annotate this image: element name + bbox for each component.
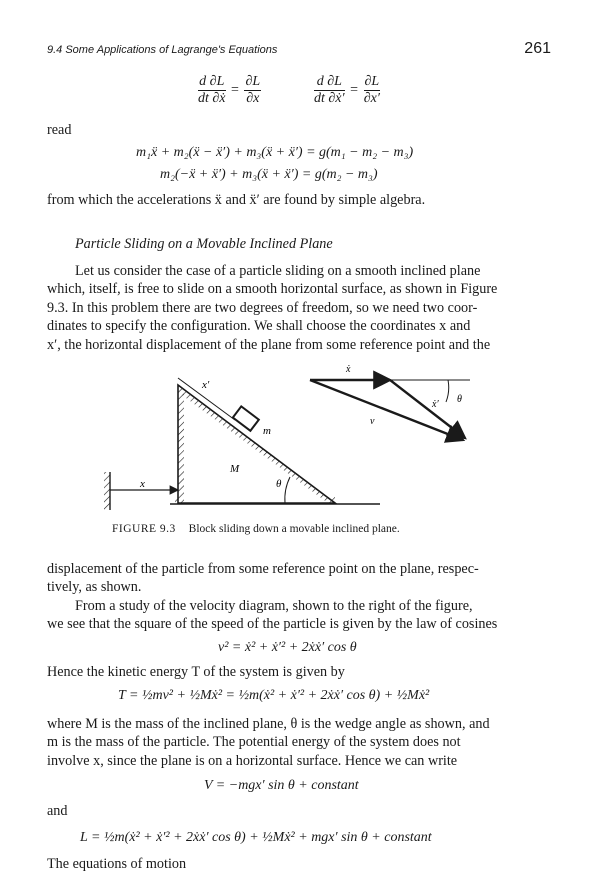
sliding-block (233, 406, 259, 430)
xdot-label: ẋ (346, 364, 351, 375)
x-label: x (140, 478, 145, 490)
lagrange-equation-x: $\frac{d \partial L}{\text{dt ∂ẋ}}$ = $\frac{\partial L}{\partial x}$ (198, 74, 261, 106)
read-word: read (47, 122, 72, 138)
wall-hatch (104, 472, 110, 510)
figure-caption (112, 523, 400, 535)
equation-system-line-1: m₁ẍ + m₂(ẍ − ẍ′) + m₃(ẍ + ẍ′) = g(m₁ − m₂ − m₃) (136, 145, 414, 160)
frac-num: ∂L (364, 74, 380, 89)
paragraph-line: which, itself, is free to slide on a smooth horizontal surface, as shown in Figure (47, 281, 498, 298)
frac-den: dt ∂ẋ (198, 91, 226, 106)
paragraph-line: Let us consider the case of a particle sliding on a smooth inclined plane (75, 263, 481, 279)
paragraph-line: dinates to specify the configuration. We shall choose the coordinates x and (47, 318, 471, 335)
speed-squared-equation: v² = ẋ² + ẋ′² + 2ẋẋ′ cos θ (218, 640, 357, 655)
paragraph-line: we see that the square of the speed of the particle is given by the law of cosines (47, 616, 498, 633)
M-label: M (230, 463, 240, 475)
and-word: and (47, 803, 68, 819)
paragraph-line: tively, as shown. (47, 579, 142, 596)
page-number: 261 (524, 40, 551, 57)
kinetic-energy-equation: T = ½mv² + ½Mẋ² = ½m(ẋ² + ẋ′² + 2ẋẋ′ cos θ) + ½Mẋ² (118, 688, 430, 703)
final-line: The equations of motion (47, 856, 187, 872)
v-vector (310, 380, 463, 440)
figure-caption-text: Block sliding down a movable inclined plane. (188, 523, 400, 535)
figure-caption-label: FIGURE 9.3 (112, 523, 176, 535)
lagrangian-equation: L = ½m(ẋ² + ẋ′² + 2ẋẋ′ cos θ) + ½Mẋ² + mgx′ sin θ + constant (80, 830, 432, 845)
frac-num: d ∂L (314, 74, 345, 91)
paragraph-line: involve x, since the plane is on a horizontal surface. Hence we can write (47, 752, 458, 769)
paragraph-line: x′, the horizontal displacement of the plane from some reference point and the (47, 336, 491, 353)
paragraph-4 (47, 715, 552, 770)
lagrange-equation-xprime: $\frac{d \partial L}{\text{dt ∂ẋ′}}$ = $\frac{\partial L}{\partial x'}$ (314, 74, 380, 106)
paragraph-line: where M is the mass of the inclined plane, θ is the wedge angle as shown, and (47, 716, 490, 732)
frac-num: ∂L (245, 74, 261, 89)
x-prime-label: x′ (202, 379, 210, 391)
paragraph-line: 9.3. In this problem there are two degrees of freedom, so we need two coor- (47, 299, 478, 316)
frac-den: dt ∂ẋ′ (314, 91, 345, 106)
paragraph-2 (47, 560, 552, 597)
section-heading: Particle Sliding on a Movable Inclined Plane (75, 236, 333, 252)
paragraph-3 (47, 597, 552, 634)
paragraph-1 (47, 262, 552, 354)
wedge-left-hatch (178, 392, 184, 503)
theta2-label: θ (457, 394, 462, 405)
m-label: m (263, 425, 271, 437)
theta-label: θ (276, 478, 282, 490)
paragraph-line: displacement of the particle from some reference point on the plane, respec- (47, 561, 479, 577)
equation-system-line-2: m₂(−ẍ + ẍ′) + m₃(ẍ + ẍ′) = g(m₂ − m₃) (160, 167, 378, 182)
theta2-arc (446, 380, 449, 402)
hence-kinetic-text: Hence the kinetic energy T of the system is given by (47, 664, 345, 680)
section-header: 9.4 Some Applications of Lagrange's Equations (47, 44, 278, 56)
after-system-text: from which the accelerations ẍ and ẍ′ are found by simple algebra. (47, 192, 426, 208)
potential-energy-equation: V = −mgx′ sin θ + constant (204, 778, 359, 793)
frac-den: ∂x′ (363, 91, 380, 106)
figure-9-3 (90, 360, 530, 515)
frac-num: d ∂L (199, 74, 225, 89)
v-label: v (370, 416, 375, 427)
paragraph-line: m is the mass of the particle. The potential energy of the system does not (47, 734, 461, 751)
paragraph-line: From a study of the velocity diagram, shown to the right of the figure, (75, 598, 473, 614)
xdot-prime-label: ẋ′ (432, 399, 439, 410)
frac-den: ∂x (246, 91, 260, 106)
xdot-prime-vector (390, 380, 465, 438)
